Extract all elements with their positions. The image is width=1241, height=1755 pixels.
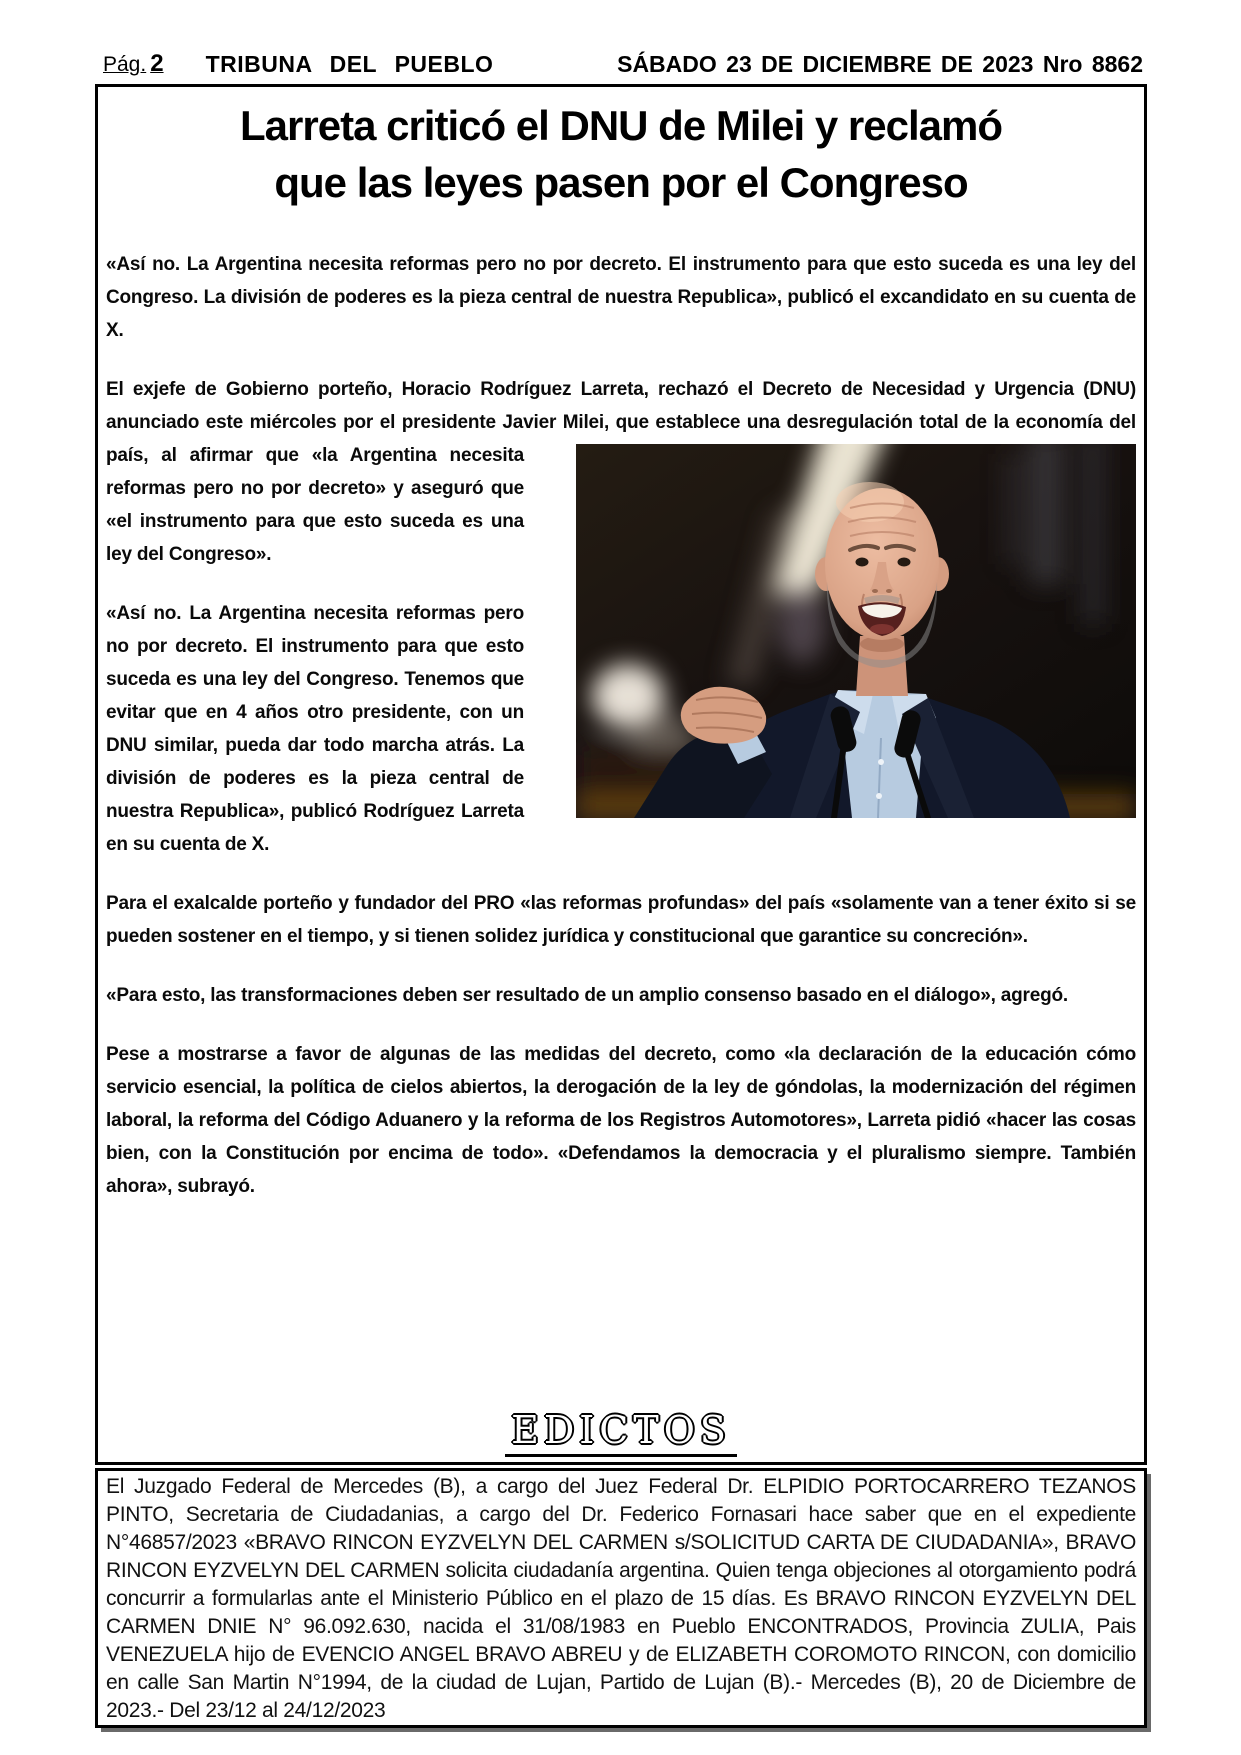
paragraph-2-lead: El exjefe de Gobierno porteño, Horacio Rodríguez Larreta, rechazó el Decreto de Necesidad y Urgencia (DNU) anunciado este miércoles por el presidente Javier Milei, que establece una desregulación total de <box>106 379 1136 433</box>
headline-line-2: que las leyes pasen por el Congreso <box>274 159 968 206</box>
paragraph-3: «Así no. La Argentina necesita reformas pero no por decreto. El instrumento para que esto suceda es una ley del Congreso. Tenemos que evitar que en 4 años otro presidente, con un DNU similar, pueda dar todo marcha atrás. La división de poderes es la pieza central de nuestra Republica», publicó Rodríguez Larreta en su cuenta de X. <box>106 603 524 855</box>
paragraph-2-continuation: la economía del país, al afirmar que «la Argentina necesita reformas pero no por decreto» y aseguró que «el instrumento para que esto suceda es una ley del Congreso». <box>106 412 1136 565</box>
legal-notice-box <box>95 1468 1147 1728</box>
paragraph-2 <box>106 373 1136 571</box>
legal-notice-text: El Juzgado Federal de Mercedes (B), a cargo del Juez Federal Dr. ELPIDIO PORTOCARRERO TEZANOS PINTO, Secretaria de Ciudadanias, a cargo del Dr. Federico Fornasari hace saber que en el expediente N°46857/2023 «BRAVO RINCON EYZVELYN DEL CARMEN s/SOLICITUD CARTA DE CIUDADANIA», BRAVO RINCON EYZVELYN DEL CARMEN solicita ciudadanía argentina. Quien tenga objeciones al otorgamiento podrá concurrir a formularlas ante el Ministerio Público en el plazo de 15 días. Es BRAVO RINCON EYZVELYN DEL CARMEN DNIE N° 96.092.630, nacida el 31/08/1983 en Pueblo ENCONTRADOS, Provincia ZULIA, Pais VENEZUELA hijo de EVENCIO ANGEL BRAVO ABREU y de ELIZABETH COROMOTO RINCON, con domicilio en calle San Martin N°1994, de la ciudad de Lujan, Partido de Lujan (B).- Mercedes (B), 20 de Diciembre de 2023.- Del 23/12 al 24/12/2023 <box>106 1475 1136 1722</box>
page-indicator <box>103 50 164 78</box>
headline-line-1: Larreta criticó el DNU de Milei y reclamó <box>240 102 1002 149</box>
masthead <box>103 50 1143 78</box>
article-photo <box>576 444 1136 818</box>
article-body <box>106 248 1136 1203</box>
article-headline <box>106 97 1136 211</box>
paragraph-4: Para el exalcalde porteño y fundador del PRO «las reformas profundas» del país «solamente van a tener éxito si se pueden sostener en el tiempo, y si tienen solidez jurídica y constitucional que garantice su concreción». <box>106 893 1136 947</box>
masthead-left <box>103 50 493 78</box>
edictos-heading: EDICTOS <box>505 1409 737 1457</box>
page-label: Pág. <box>103 53 147 76</box>
paragraph-6: Pese a mostrarse a favor de algunas de las medidas del decreto, como «la declaración de la educación cómo servicio esencial, la política de cielos abiertos, la derogación de la ley de góndolas, la modernización del régimen laboral, la reforma del Código Aduanero y la reforma de los Registros Automotores», Larreta pidió «hacer las cosas bien, con la Constitución por encima de todo». «Defendamos la democracia y el pluralismo siempre. También ahora», subrayó. <box>106 1044 1136 1197</box>
edictos-section <box>98 1409 1144 1457</box>
article-box <box>95 84 1147 1465</box>
newspaper-name: TRIBUNA DEL PUEBLO <box>205 51 494 77</box>
paragraph-1: «Así no. La Argentina necesita reformas pero no por decreto. El instrumento para que esto suceda es una ley del Congreso. La división de poderes es la pieza central de nuestra Republica», publicó el excandidato en su cuenta de X. <box>106 254 1136 341</box>
larreta-photo-illustration <box>576 444 1136 818</box>
edition-date: SÁBADO 23 DE DICIEMBRE DE 2023 Nro 8862 <box>617 51 1143 77</box>
page-number: 2 <box>150 50 164 77</box>
paragraph-5: «Para esto, las transformaciones deben ser resultado de un amplio consenso basado en el diálogo», agregó. <box>106 985 1069 1006</box>
